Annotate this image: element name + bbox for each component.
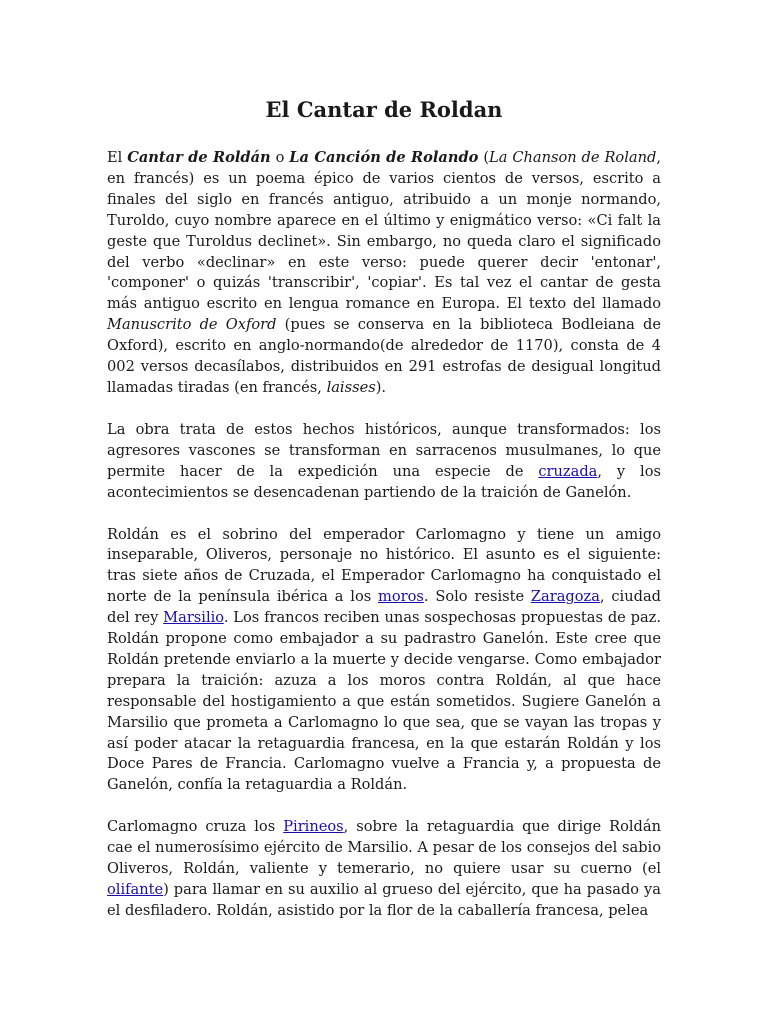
link-moros[interactable]: moros [378, 588, 424, 606]
paragraph-4 [107, 817, 661, 922]
document-title: El Cantar de Roldan [265, 97, 503, 122]
p1-bold-cantar: Cantar de Roldán [127, 149, 271, 166]
p1-text-5: (pues se conserva en la biblioteca Bodleiana de Oxford), escrito en anglo-normando(de alrededor de 1170), consta de 4 002 versos decasílabos, distribuidos en 291 estrofas de desigual longitud llamadas tiradas (en francés, [107, 316, 662, 396]
paragraph-2 [107, 420, 661, 504]
p3-text-2: . Solo resiste [423, 588, 531, 606]
p1-italic-manuscrito: Manuscrito de Oxford [107, 316, 277, 334]
p3-text-1: Roldán es el sobrino del emperador Carlomagno y tiene un amigo inseparable, Oliveros, personaje no histórico. El asunto es el siguiente: tras siete años de Cruzada, el Emperador Carlomagno ha conquistado el norte de la península ibérica a los [107, 525, 661, 606]
p3-text-4: . Los francos reciben unas sospechosas propuestas de paz. Roldán propone como embajador a su padrastro Ganelón. Este cree que Roldán pretende enviarlo a la muerte y decide vengarse. Como embajador prepara la traición: azuza a los moros contra Roldán, al que hace responsable del hostigamiento a que están sometidos. Sugiere Ganelón a Marsilio que prometa a Carlomagno lo que sea, que se vayan las tropas y así poder atacar la retaguardia francesa, en la que estarán Roldán y los Doce Pares de Francia. Carlomagno vuelve a Francia y, a propuesta de Ganelón, confía la retaguardia a Roldán. [107, 609, 661, 794]
p1-text-2: o [270, 149, 290, 166]
link-marsilio[interactable]: Marsilio [163, 609, 224, 627]
link-pirineos[interactable]: Pirineos [283, 818, 344, 836]
document-page [107, 96, 661, 943]
link-cruzada[interactable]: cruzada [538, 462, 598, 480]
p4-text-1: Carlomagno cruza los [107, 818, 284, 836]
p1-bold-cancion: La Canción de Rolando [289, 149, 479, 166]
p1-text-3: ( [478, 149, 490, 166]
p1-text-1: El [107, 149, 128, 166]
p1-italic-laisses: laisses [326, 378, 376, 396]
link-zaragoza[interactable]: Zaragoza [530, 588, 600, 606]
p3-text-3: , ciudad del rey [107, 588, 662, 627]
p2-text-2: , y los acontecimientos se desencadenan partiendo de la traición de Ganelón. [107, 462, 661, 501]
p2-text-1: La obra trata de estos hechos históricos, aunque transformados: los agresores vascones se transforman en sarracenos musulmanes, lo que permite hacer de la expedición una especie de [107, 420, 661, 480]
paragraph-3 [107, 525, 661, 797]
paragraph-1 [107, 148, 661, 399]
p4-text-3: ) para llamar en su auxilio al grueso del ejército, que ha pasado ya el desfiladero. Roldán, asistido por la flor de la caballería francesa, pelea [107, 881, 661, 919]
p1-text-6: ). [375, 378, 387, 396]
p4-text-2: , sobre la retaguardia que dirige Roldán cae el numerosísimo ejército de Marsilio. A pesar de los consejos del sabio Oliveros, Roldán, valiente y temerario, no quiere usar su cuerno (el [107, 818, 661, 878]
p1-text-4: , en francés) es un poema épico de varios cientos de versos, escrito a finales del siglo en francés antiguo, atribuido a un monje normando, Turoldo, cuyo nombre aparece en el último y enigmático verso: «Ci falt la geste que Turoldus declinet». Sin embargo, no queda claro el significado del verbo «declinar» en este verso: puede querer decir 'entonar', 'componer' o quizás 'transcribir', 'copiar'. Es tal vez el cantar de gesta más antiguo escrito en lengua romance en Europa. El texto del llamado [107, 149, 661, 313]
p1-italic-chanson: La Chanson de Roland [489, 149, 657, 166]
link-olifante[interactable]: olifante [107, 881, 164, 898]
